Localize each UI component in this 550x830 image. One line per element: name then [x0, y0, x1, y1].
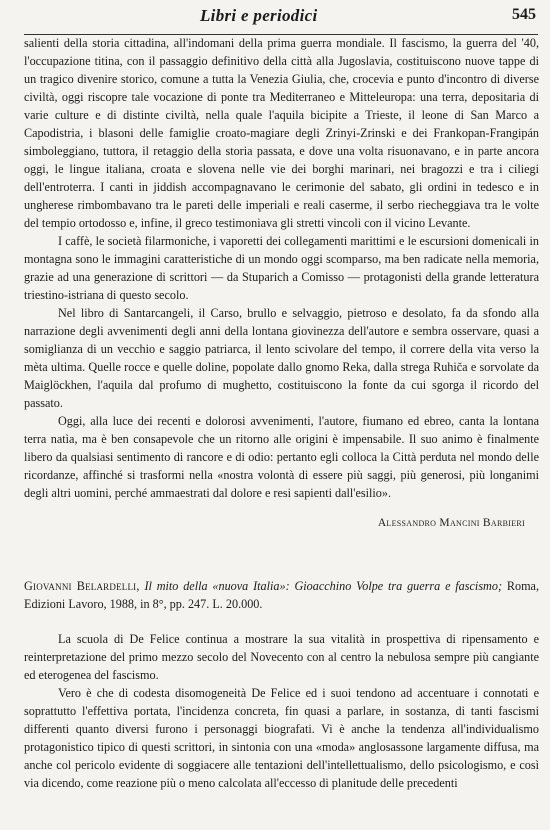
paragraph: Nel libro di Santarcangeli, il Carso, brullo e selvaggio, pietroso e desolato, fa da sfondo alla narrazione degli avvenimenti degli anni della lontana giovinezza dell'autore e sembra osservare, quasi a somiglianza di un vecchio e saggio patriarca, il lento scivolare del tempo, il correre della vita verso la mèta ultima. Quelle rocce e quelle doline, popolate dallo gnomo Reka, dalla strega Ruhiča e sorvolate da Maiglöckhen, l'aquila dal profumo di mughetto, costituiscono la fonte da cui sgorga il ricordo del passato. — [24, 306, 539, 410]
review-heading — [24, 577, 539, 613]
paragraph: La scuola di De Felice continua a mostrare la sua vitalità in prospettiva di ripensamento e reinterpretazione del primo mezzo secolo del Novecento con al centro la nebulosa sempre più cangiante ed eterogenea del fascismo. — [24, 632, 539, 682]
review-publication: Roma, Edizioni Lavoro, 1988, in 8°, pp. 247. L. 20.000. — [24, 579, 540, 611]
paragraph: I caffè, le società filarmoniche, i vaporetti dei collegamenti marittimi e le escursioni domenicali in montagna sono le immagini caratteristiche di un mondo oggi scomparso, ma ben radicate nella memoria, grazie ad una generazione di scrittori — da Stuparich a Comisso — protagonisti della grande letteratura triestino-istriana di questo secolo. — [24, 234, 539, 302]
reviewer-signature: Alessandro Mancini Barbieri — [377, 517, 525, 529]
paragraph: Oggi, alla luce dei recenti e dolorosi avvenimenti, l'autore, fiumano ed ebreo, canta la lontana terra natìa, ma è ben consapevole che un ritorno alle origini è impensabile. Il suo animo è finalmente libero da qualsiasi sentimento di rancore e di odio: pertanto egli colloca la Città perduta nel mondo delle ricordanze, affinché si trasformi nella «nostra volontà di essere più saggi, più generosi, più longanimi degli altri uomini, perché ammaestrati dal dolore e resi sapienti dall'esilio». — [24, 414, 539, 500]
review-author: Giovanni Belardelli, — [24, 579, 140, 593]
paragraph: Vero è che di codesta disomogeneità De Felice ed i suoi tendono ad accentuare i connotati e soprattutto l'effettiva portata, l'incidenza concreta, fin quasi a parlare, in sostanza, di tanti fascismi differenti quanto diversi furono i personaggi biografati. Vi è anche la tendenza all'individualismo protagonistico tipico di questi scrittori, in sintonia con una «moda» anglosassone largamente diffusa, ma anche col pericolo evidente di soggiacere alle tentazioni dell'intellettualismo, dello psicologismo, e così via dicendo, come reazione più o meno calcolata all'eccesso di planitude delle precedenti — [24, 686, 539, 790]
review-book-title: Il mito della «nuova Italia»: Gioacchino Volpe tra guerra e fascismo; — [144, 579, 503, 593]
page-number: 545 — [512, 6, 536, 23]
page-header — [0, 6, 550, 30]
paragraph: salienti della storia cittadina, all'indomani della prima guerra mondiale. Il fascismo, la guerra del '40, l'occupazione titina, con il passaggio definitivo della città alla Jugoslavia, costituiscono nuove tappe di un tragico divenire storico, comune a tutta la Venezia Giulia, che, crocevia e punto d'incontro di diverse civiltà, oggi riscopre tale vocazione di ponte tra Mediterraneo e Mitteleuropa: una terra, depositaria di varie culture e di distinte civiltà, nella quale l'aquila bicipite a Trieste, il leone di San Marco a Capodistria, i blasoni delle famiglie croato-magiare degli Zrinyi-Zrinski e dei Frankopan-Frangipán simboleggiano, tuttora, il retaggio della storia passata, e dove una volta risuonavano, e in parte ancora oggi, le lingue italiana, croata e slovena nelle vie dei borghi marinari, nei bragozzi e tra i ciliegi dell'entroterra. I canti in jiddish accompagnavano le cerimonie del sabato, gli ordini in tedesco e in ungherese rimbombavano tra le pareti delle imperiali e reali caserme, il serbo riecheggiava tra le volte del tempio ortodosso e, infine, il greco testimoniava gli stretti vincoli con il vicino Levante. — [24, 36, 539, 230]
page-body — [24, 34, 539, 792]
running-title: Libri e periodici — [200, 6, 318, 25]
section-gap — [24, 532, 539, 577]
